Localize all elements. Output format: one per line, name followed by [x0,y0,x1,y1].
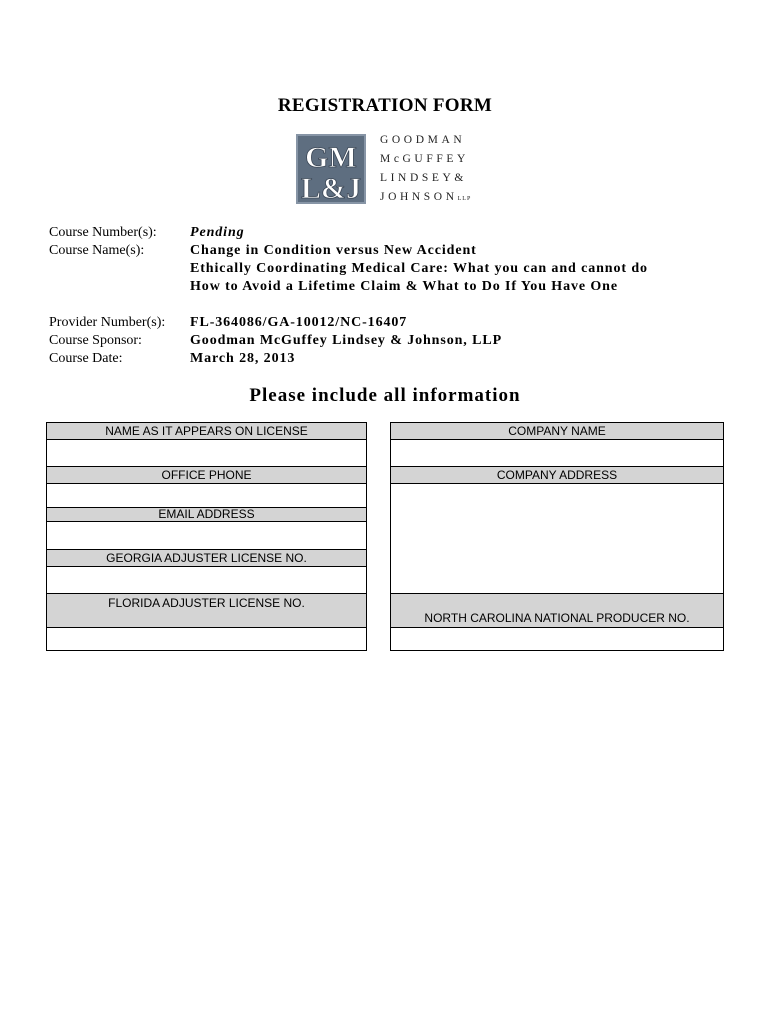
instructions-heading: Please include all information [249,385,521,406]
company-name-field[interactable] [391,440,723,467]
florida-license-header: FLORIDA ADJUSTER LICENSE NO. [47,594,366,628]
georgia-license-header: GEORGIA ADJUSTER LICENSE NO. [47,550,366,567]
date-label: Course Date: [49,351,123,366]
course-name-2: Ethically Coordinating Medical Care: What you can and cannot do [190,261,648,276]
company-logo [296,134,496,206]
course-name-3: How to Avoid a Lifetime Claim & What to Do If You Have One [190,279,618,294]
name-header: NAME AS IT APPEARS ON LICENSE [47,423,366,440]
company-address-header: COMPANY ADDRESS [391,467,723,484]
office-phone-header: OFFICE PHONE [47,467,366,484]
page-title: REGISTRATION FORM [277,95,493,116]
office-phone-field[interactable] [47,484,366,508]
provider-label: Provider Number(s): [49,315,166,330]
provider-value: FL-364086/GA-10012/NC-16407 [190,315,408,330]
date-value: March 28, 2013 [190,351,296,366]
logo-llp: LLP [457,196,472,202]
nc-producer-field[interactable] [391,628,723,650]
logo-line-1: GOODMAN [380,134,466,146]
course-number-value: Pending [190,225,245,240]
name-field[interactable] [47,440,366,467]
logo-monogram-icon [296,134,366,204]
company-address-field[interactable] [391,484,723,594]
email-field[interactable] [47,522,366,550]
logo-line-4: JOHNSONLLP [380,191,472,203]
course-name-label: Course Name(s): [49,243,145,258]
sponsor-value: Goodman McGuffey Lindsey & Johnson, LLP [190,333,503,348]
georgia-license-field[interactable] [47,567,366,594]
logo-wordmark [380,134,500,206]
logo-line-2: McGUFFEY [380,153,469,165]
email-header: EMAIL ADDRESS [47,508,366,522]
logo-line-3: LINDSEY& [380,172,467,184]
logo-mark-line2: L&J [301,172,361,204]
logo-mark-line1: GM [305,141,357,174]
nc-producer-header: NORTH CAROLINA NATIONAL PRODUCER NO. [391,594,723,628]
florida-license-field[interactable] [47,628,366,650]
sponsor-label: Course Sponsor: [49,333,142,348]
left-form-column [46,422,367,651]
course-name-1: Change in Condition versus New Accident [190,243,477,258]
course-number-label: Course Number(s): [49,225,157,240]
company-name-header: COMPANY NAME [391,423,723,440]
right-form-column [390,422,724,651]
